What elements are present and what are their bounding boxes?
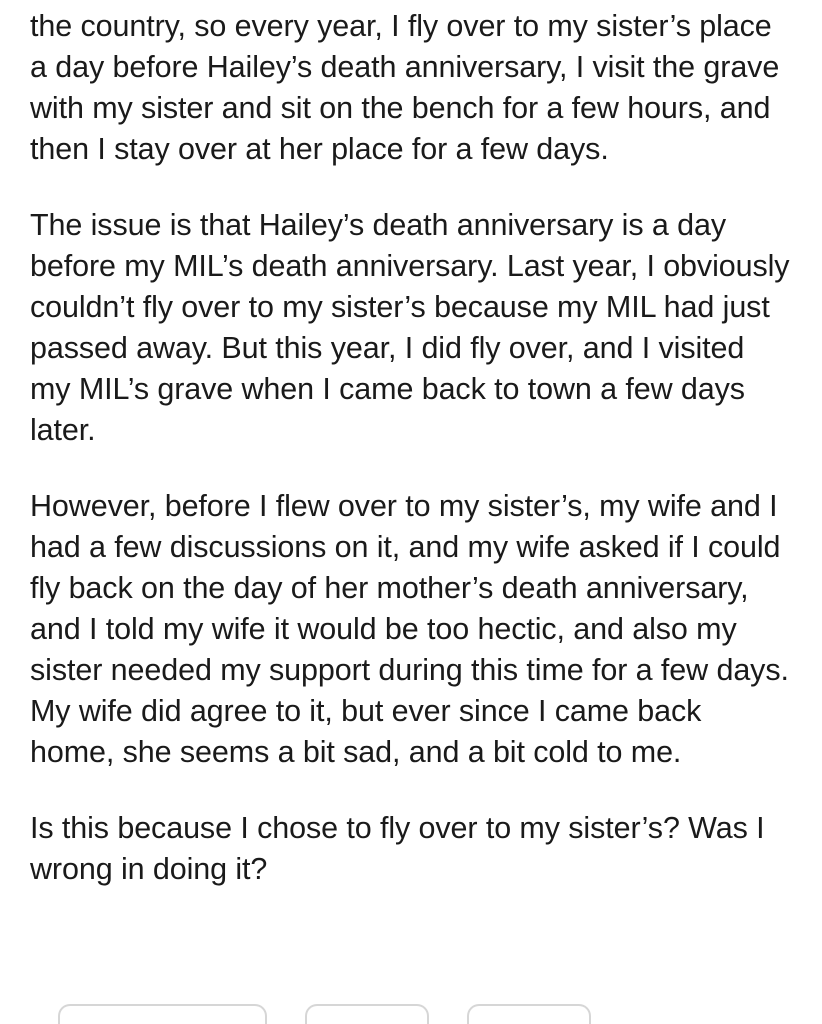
action-pill-primary[interactable] bbox=[58, 1004, 267, 1024]
action-pill-secondary[interactable] bbox=[305, 1004, 429, 1024]
paragraph: Is this because I chose to fly over to my sister’s? Was I wrong in doing it? bbox=[30, 811, 773, 886]
paragraph: the country, so every year, I fly over to my sister’s place a day before Hailey’s death anniversary, I visit the grave with my sister and sit on the bench for a few hours, and then I stay over at her place for a few days. bbox=[30, 9, 788, 166]
bottom-action-bar bbox=[0, 1000, 822, 1024]
action-pill-tertiary[interactable] bbox=[467, 1004, 591, 1024]
paragraph: The issue is that Hailey’s death anniversary is a day before my MIL’s death anniversary. Last year, I obviously couldn’t fly over to my sister’s because my MIL had just passed away. But this year, I did fly over, and I visited my MIL’s grave when I came back to town a few days later. bbox=[30, 208, 798, 447]
paragraph: However, before I flew over to my sister’s, my wife and I had a few discussions on it, and my wife asked if I could fly back on the day of her mother’s death anniversary, and I told my wife it would be too hectic, and also my sister needed my support during this time for a few days. My wife did agree to it, but ever since I came back home, she seems a bit sad, and a bit cold to me. bbox=[30, 489, 798, 769]
post-body bbox=[30, 6, 798, 890]
